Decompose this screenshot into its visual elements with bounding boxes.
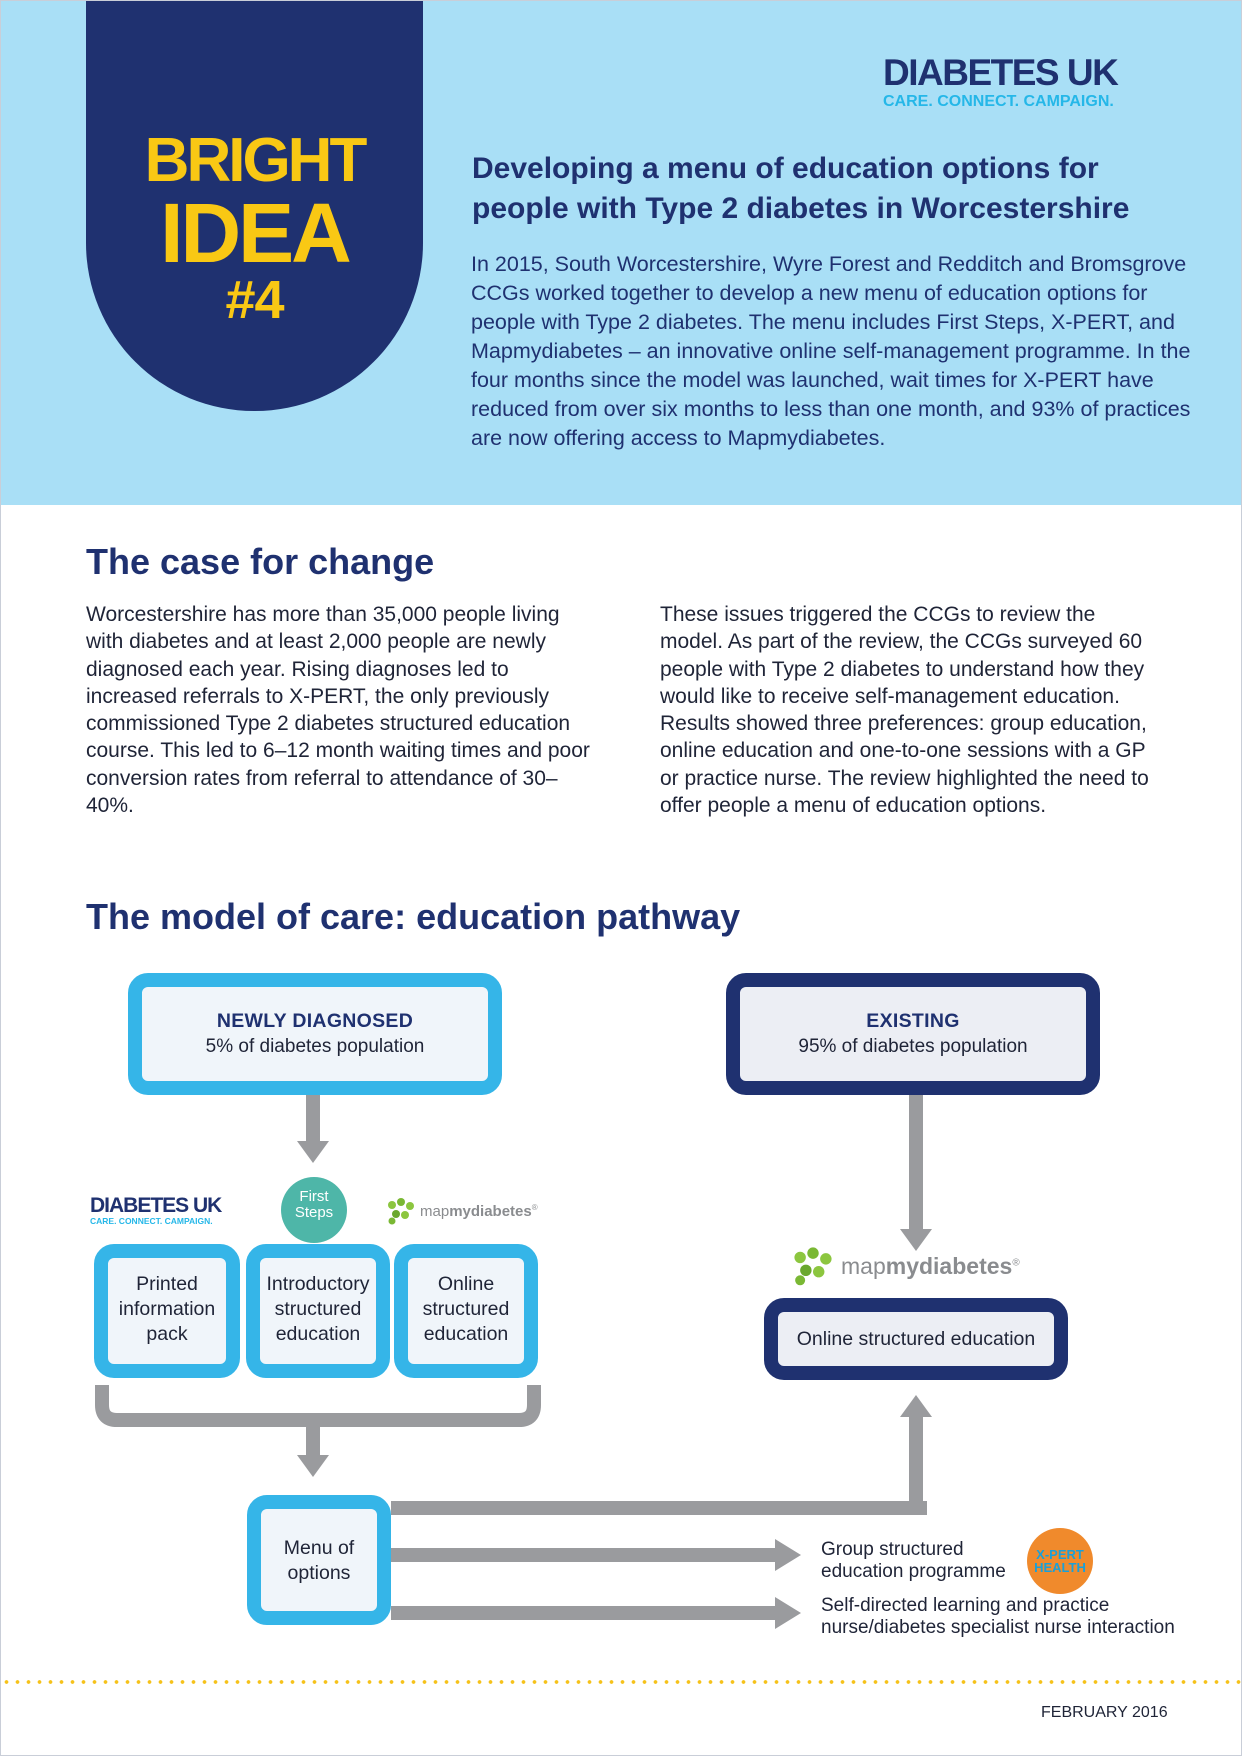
arrow-shaft-self (391, 1606, 777, 1620)
option-printed-line-2: information (118, 1298, 216, 1320)
arrow-head-down-icon (297, 1141, 329, 1163)
existing-subtitle: 95% of diabetes population (798, 1036, 1028, 1057)
xpert-line-2: HEALTH (1034, 1560, 1086, 1575)
newly-diagnosed-subtitle: 5% of diabetes population (205, 1036, 425, 1057)
outcome-group-text (821, 1539, 1006, 1583)
mmd-prefix: map (420, 1202, 450, 1220)
option-printed-line-1: Printed (136, 1273, 198, 1295)
arrow-head-right-icon (775, 1597, 801, 1629)
badge-line-idea: IDEA (160, 186, 349, 280)
arrow-shaft-group (391, 1548, 777, 1562)
outcome-self-line-2: nurse/diabetes specialist nurse interaction (821, 1617, 1175, 1638)
arrow-shaft-existing (909, 1095, 923, 1231)
outcome-self-text (821, 1595, 1175, 1639)
mmd-prefix: map (841, 1252, 886, 1279)
option-online-line-3: education (423, 1323, 509, 1345)
arrow-shaft-bracket (306, 1423, 320, 1457)
case-right-column: These issues triggered the CCGs to review the model. As part of the review, the CCGs surveyed 60 people with Type 2 diabetes to understand how they would like to receive self-management education. Results showed three preferences: group education, online education and one-to-one sessions with a GP or practice nurse. The review highlighted the need to offer people a menu of education options. (660, 603, 1149, 818)
arrow-head-up-icon (900, 1395, 932, 1417)
arrow-head-right-icon (775, 1539, 801, 1571)
arrow-shaft-menu-horizontal (391, 1501, 927, 1515)
footer-dotted-rule (1, 1680, 1242, 1684)
outcome-self-line-1: Self-directed learning and practice (821, 1595, 1110, 1616)
logo-name: DIABETES UK (883, 52, 1118, 93)
mmd-suffix: mydiabetes (449, 1202, 532, 1220)
mmd-mark: ® (1012, 1256, 1020, 1268)
arrow-shaft-newly (306, 1095, 320, 1143)
page-headline (472, 149, 1192, 229)
menu-line-2: options (287, 1562, 351, 1584)
mapmydiabetes-mark-icon (791, 1246, 835, 1286)
option-printed-text (108, 1272, 226, 1347)
outcome-group-line-2: education programme (821, 1561, 1006, 1582)
option-introductory-line-3: education (275, 1323, 361, 1345)
newly-diagnosed-text (142, 1009, 488, 1059)
model-of-care-heading: The model of care: education pathway (86, 896, 741, 937)
diabetes-uk-logo (883, 53, 1117, 111)
badge-line-bright: BRIGHT (144, 126, 365, 195)
mapmydiabetes-word (841, 1253, 1020, 1280)
arrow-shaft-menu-up (909, 1415, 923, 1515)
existing-title: EXISTING (866, 1010, 960, 1032)
newly-diagnosed-title: NEWLY DIAGNOSED (216, 1010, 414, 1032)
headline-line-1: Developing a menu of education options for (472, 152, 1099, 185)
mapmydiabetes-small-logo (386, 1197, 538, 1225)
option-online-line-2: structured (422, 1298, 510, 1320)
arrow-head-down-icon (297, 1455, 329, 1477)
option-introductory-line-2: structured (274, 1298, 362, 1320)
existing-text (740, 1009, 1086, 1059)
small-logo-name: DIABETES UK (90, 1194, 222, 1217)
footer-date: FEBRUARY 2016 (1041, 1704, 1168, 1721)
intro-paragraph: In 2015, South Worcestershire, Wyre Forest and Redditch and Bromsgrove CCGs worked together to develop a new menu of education options for people with Type 2 diabetes. The menu includes First Steps, X-PERT, and Mapmydiabetes – an innovative online self-management programme. In the four months since the model was launched, wait times for X-PERT have reduced from over six months to less than one month, and 93% of practices are now offering access to Mapmydiabetes. (471, 252, 1191, 450)
first-steps-line-2: Steps (294, 1204, 334, 1221)
diabetes-uk-small-logo (90, 1195, 221, 1226)
case-for-change-heading: The case for change (86, 541, 435, 582)
first-steps-line-1: First (299, 1188, 329, 1205)
option-online-line-1: Online (437, 1273, 495, 1295)
first-steps-logo (281, 1177, 347, 1243)
existing-option-text: Online structured education (796, 1328, 1036, 1350)
mapmydiabetes-small-word (420, 1203, 538, 1220)
option-introductory-text (254, 1272, 382, 1347)
mapmydiabetes-mark-icon (386, 1197, 416, 1225)
small-logo-tagline: CARE. CONNECT. CAMPAIGN. (90, 1216, 213, 1226)
option-introductory-line-1: Introductory (266, 1273, 370, 1295)
xpert-line-1: X-PERT (1036, 1547, 1084, 1562)
menu-line-1: Menu of (283, 1537, 355, 1559)
outcome-group-line-1: Group structured (821, 1539, 964, 1560)
badge-line-number: #4 (225, 270, 284, 330)
options-bracket (95, 1385, 541, 1427)
menu-of-options-text (261, 1536, 377, 1586)
case-left-column: Worcestershire has more than 35,000 people living with diabetes and at least 2,000 people are newly diagnosed each year. Rising diagnoses led to increased referrals to X-PERT, the only previously commissioned Type 2 diabetes structured education course. This led to 6–12 month waiting times and poor conversion rates from referral to attendance of 30–40%. (86, 603, 590, 818)
mmd-suffix: mydiabetes (885, 1252, 1013, 1279)
mapmydiabetes-logo (791, 1246, 1020, 1286)
xpert-health-logo (1027, 1528, 1093, 1594)
option-printed-line-3: pack (146, 1323, 188, 1345)
mmd-mark: ® (531, 1202, 538, 1212)
headline-line-2: people with Type 2 diabetes in Worcestershire (472, 192, 1130, 225)
option-online-text (402, 1272, 530, 1347)
logo-tagline: CARE. CONNECT. CAMPAIGN. (883, 93, 1114, 110)
